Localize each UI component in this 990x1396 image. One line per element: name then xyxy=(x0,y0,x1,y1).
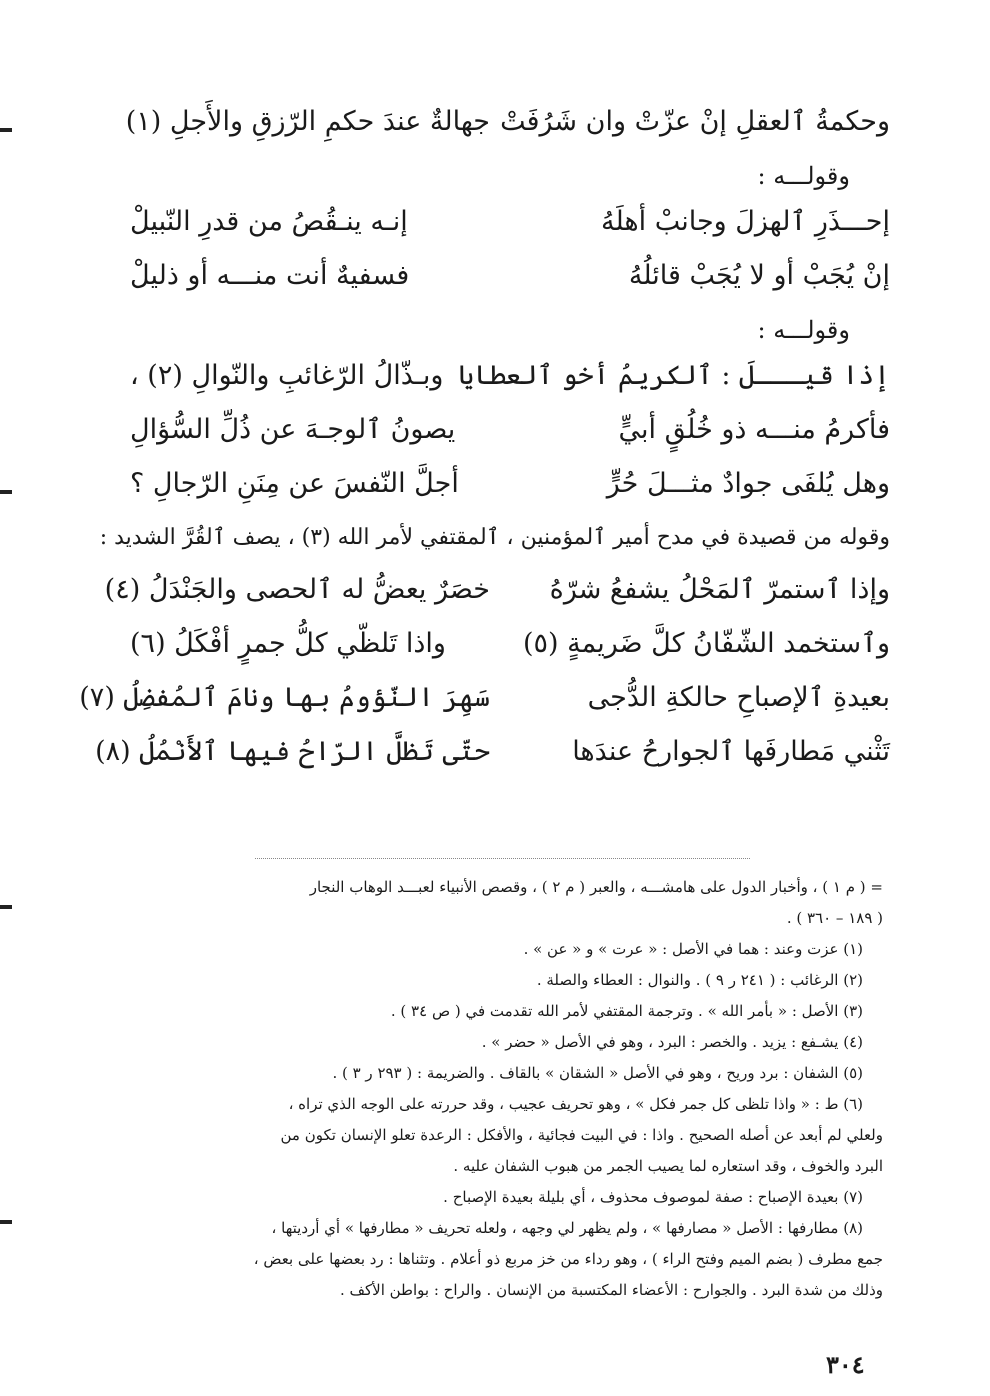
first-hemistich: بعيدةِ ٱلإصباحِ حالكةِ الدُّجى xyxy=(587,682,890,713)
first-hemistich: تَثْني مَطارفَها ٱلجوارحُ عندَها xyxy=(572,736,890,767)
footnotes xyxy=(138,872,883,1306)
prose-intro: وقوله من قصيدة في مدح أمير ٱلمؤمنين ، ٱلمقتفي لأمر الله (٣) ، يصف ٱلقُرَّ الشديد : xyxy=(99,525,890,550)
second-hemistich: واذا تَلظّي كلُّ جمرٍ أفْكَلُ (٦) xyxy=(130,628,446,659)
verse-line xyxy=(130,462,890,516)
footnote-line: (١) عزت وعند : هما في الأصل : « عرت » و « عن » . xyxy=(523,940,863,958)
first-hemistich: وهل يُلفَى جوادٌ مثـــلَ حُرٍّ xyxy=(606,468,890,499)
verse-line xyxy=(125,100,890,154)
footnote-line: = ( م ١ ) ، وأخبار الدول على هامشـــه ، والعبر ( م ٢ ) ، وقصص الأنبياء لعبـــد الوهاب النجار xyxy=(309,878,883,896)
second-hemistich: إنـه ينـقُصُ من قدرِ النّبيلْ xyxy=(130,206,408,237)
verse-line xyxy=(130,200,890,254)
first-hemistich: إحـــذَرِ ٱلهزلَ وجانبْ أهلَهُ xyxy=(600,206,890,237)
verse-line xyxy=(130,622,890,676)
footnote-line: وذلك من شدة البرد . والجوارح : الأعضاء المكتسبة من الإنسان . والراح : بواطن الأكف . xyxy=(339,1281,883,1299)
poem-section xyxy=(79,100,890,784)
first-hemistich: إنْ يُجَبْ أو لا يُجَبْ قائلُهُ xyxy=(628,260,890,291)
first-hemistich: وحكمةُ ٱلعقلِ إنْ عزّتْ وان شَرُفَتْ xyxy=(500,106,890,137)
second-hemistich: حتّى تَظلَّ الرّاحُ فيها ٱلأَنْمُلُ (٨) xyxy=(95,736,490,767)
second-hemistich: أجلَّ النّفسَ عن مِنَنِ الرّجالِ ؟ xyxy=(130,468,459,499)
page-number: ٣٠٤ xyxy=(826,1350,865,1379)
footnote-line: ( ١٨٩ – ٣٦٠ ) . xyxy=(786,909,883,927)
footnote-separator xyxy=(255,858,750,859)
verse-line xyxy=(130,254,890,308)
footnote-line: جمع مطرف ( بضم الميم وفتح الراء ) ، وهو رداء من خز مربع ذو أعلام . وتثناها : رد بعضها على بعض ، xyxy=(253,1250,883,1268)
margin-mark xyxy=(0,490,12,494)
second-hemistich: خصَرٌ يعضُّ له ٱلحصى والجَنْدَلُ (٤) xyxy=(104,574,490,605)
first-hemistich: فأكرمُ منـــه ذو خُلُقٍ أبيٍّ xyxy=(618,414,890,445)
verse-line xyxy=(104,568,890,622)
second-hemistich: وبـذّالُ الرّغائبِ والنّوالِ (٢) ، xyxy=(130,360,444,391)
second-hemistich: فسفيهٌ أنت منـــه أو ذليلْ xyxy=(130,260,410,291)
verse-intro: وقولـــه : xyxy=(757,162,850,190)
second-hemistich: يصونُ ٱلوجـهَ عن ذُلِّ السُّؤالِ xyxy=(130,414,456,445)
first-hemistich: إذا قيـــلَ : ٱلكريمُ أخو ٱلعطايا xyxy=(458,360,890,391)
second-hemistich: سَهِرَ النّؤومُ بها ونامَ ٱلمُفضِلُ (٧) xyxy=(79,682,490,713)
verse-line xyxy=(130,408,890,462)
footnote-line: (٣) الأصل : « بأمر الله » . وترجمة المقتفي لأمر الله تقدمت في ( ص ٣٤ ) . xyxy=(390,1002,863,1020)
footnote-line: (٥) الشفان : برد وريح ، وهو في الأصل « الشقان » بالقاف . والضريمة : ( ٢٩٣ ر ٣ ) . xyxy=(332,1064,863,1082)
margin-mark xyxy=(0,905,12,909)
first-hemistich: وٱستخمد الشّفّانُ كلَّ ضَريمةٍ (٥) xyxy=(522,628,890,659)
footnote-line: (٨) مطارفها : الأصل « مصارفها » ، ولم يظهر لي وجهه ، ولعله تحريف « مطارفها » أي أرديتها ، xyxy=(271,1219,863,1237)
footnote-line: (٧) بعيدة الإصباح : صفة لموصوف محذوف ، أي بليلة بعيدة الإصباح . xyxy=(443,1188,863,1206)
verse-line xyxy=(79,676,890,730)
first-hemistich: وإذا ٱستمرّ ٱلمَحْلُ يشفعُ شرّهُ xyxy=(549,574,890,605)
footnote-line: (٦) ط : « واذا تلظى كل جمر فكل » ، وهو تحريف عجيب ، وقد حررته على الوجه الذي تراه ، xyxy=(288,1095,863,1113)
footnote-line: (٢) الرغائب : ( ٢٤١ ر ٩ ) . والنوال : العطاء والصلة . xyxy=(536,971,863,989)
verse-line xyxy=(130,354,890,408)
margin-mark xyxy=(0,1220,12,1224)
footnote-line: ولعلي لم أبعد عن أصله الصحيح . واذا : في البيت فجائية ، والأفكل : الرعدة تعلو الإنسان تكون من xyxy=(280,1126,883,1144)
footnote-line: البرد والخوف ، وقد استعاره لما يصيب الجمر من هبوب الشفان عليه . xyxy=(453,1157,883,1175)
verse-line xyxy=(95,730,890,784)
margin-mark xyxy=(0,128,12,132)
second-hemistich: جهالةٌ عندَ حكمِ الرّزقِ والأَجلِ (١) xyxy=(125,106,490,137)
verse-intro: وقولـــه : xyxy=(757,316,850,344)
footnote-line: (٤) يشـفع : يزيد . والخصر : البرد ، وهو في الأصل « حضر » . xyxy=(481,1033,863,1051)
